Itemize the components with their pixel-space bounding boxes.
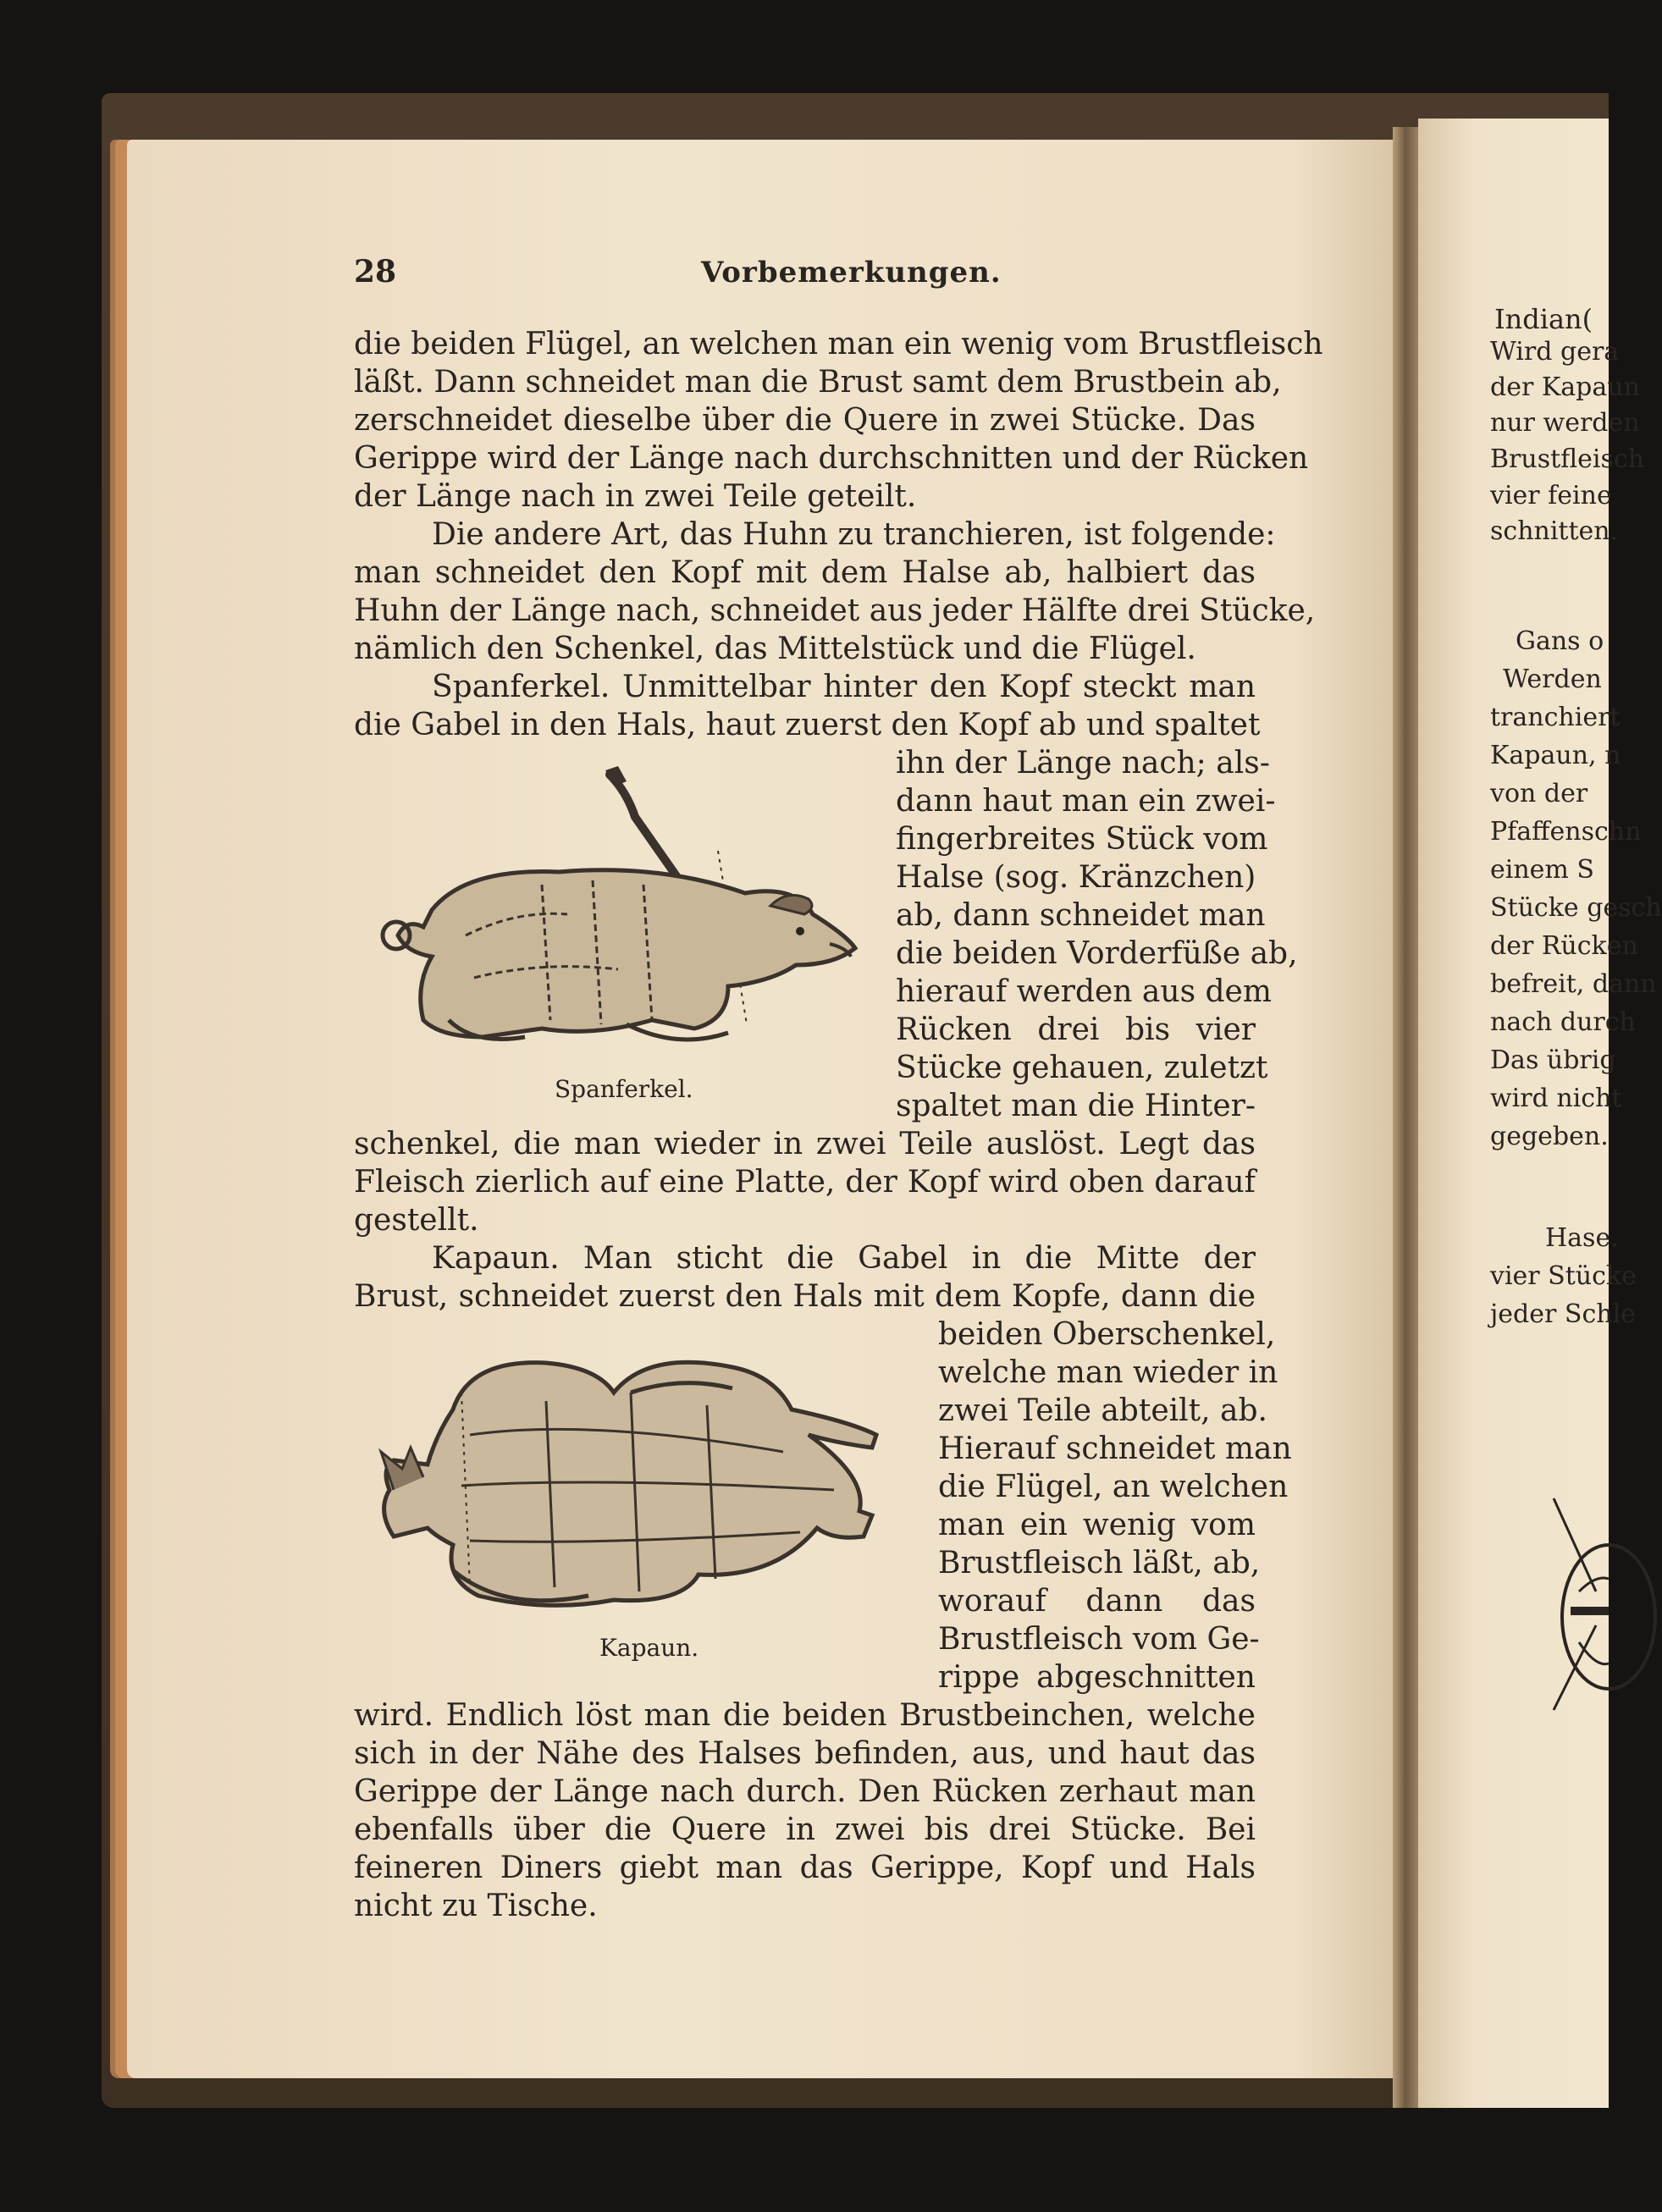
text-line: man ein wenig vom xyxy=(938,1508,1256,1542)
right-fragment: wird nicht xyxy=(1490,1084,1622,1113)
right-fragment: Pfaffenschn xyxy=(1490,817,1642,847)
text-line: ihn der Länge nach; als- xyxy=(896,746,1270,781)
text-line: spaltet man die Hinter- xyxy=(896,1089,1256,1123)
text-line: feineren Diners giebt man das Gerippe, Kopf und Hals xyxy=(354,1851,1256,1885)
right-fragment: Werden xyxy=(1503,665,1602,694)
figure-caption: Spanferkel. xyxy=(555,1075,693,1103)
text-line: Huhn der Länge nach, schneidet aus jeder Hälfte drei Stücke, xyxy=(354,593,1316,628)
text-line: Spanferkel. Unmittelbar hinter den Kopf steckt man xyxy=(432,670,1256,704)
text-line: dann haut man ein zwei- xyxy=(896,784,1276,819)
text-line: welche man wieder in xyxy=(938,1355,1278,1390)
text-line: Stücke gehauen, zuletzt xyxy=(896,1051,1268,1085)
text-line: Die andere Art, das Huhn zu tranchieren, ist folgende: xyxy=(432,517,1276,552)
figure-caption: Kapaun. xyxy=(599,1634,699,1662)
right-fragment: nur werden xyxy=(1490,408,1640,438)
right-fragment: Hase. xyxy=(1545,1223,1619,1253)
text-line: Hierauf schneidet man xyxy=(938,1431,1292,1466)
text-line: man schneidet den Kopf mit dem Halse ab, halbiert das xyxy=(354,555,1256,590)
text-line: schenkel, die man wieder in zwei Teile auslöst. Legt das xyxy=(354,1127,1256,1161)
right-fragment: von der xyxy=(1490,779,1588,808)
right-fragment: Gans o xyxy=(1516,626,1604,656)
text-line: Brust, schneidet zuerst den Hals mit dem Kopfe, dann die xyxy=(354,1279,1256,1314)
right-fragment: Das übrig xyxy=(1490,1045,1616,1075)
text-line: Brustfleisch vom Ge- xyxy=(938,1622,1260,1657)
text-line: die Flügel, an welchen xyxy=(938,1470,1289,1504)
text-line: Gerippe wird der Länge nach durchschnitten und der Rücken xyxy=(354,441,1309,476)
text-line: nicht zu Tische. xyxy=(354,1889,598,1923)
right-fragment: vier Stücke xyxy=(1490,1261,1637,1291)
text-line: Brustfleisch läßt, ab, xyxy=(938,1546,1261,1580)
right-fragment: Brustfleisch xyxy=(1490,444,1645,474)
right-fragment: Stücke gesch xyxy=(1490,893,1662,923)
right-fragment: der Rücken xyxy=(1490,931,1638,961)
text-line: die Gabel in den Hals, haut zuerst den Kopf ab und spaltet xyxy=(354,708,1261,742)
right-fragment: Indian( xyxy=(1494,303,1593,335)
bird-head-icon xyxy=(1545,1498,1609,1718)
text-line: Gerippe der Länge nach durch. Den Rücken zerhaut man xyxy=(354,1774,1256,1809)
text-line: beiden Oberschenkel, xyxy=(938,1317,1276,1352)
text-line: sich in der Nähe des Halses befinden, aus, und haut das xyxy=(354,1736,1256,1771)
right-page xyxy=(1418,119,1662,2108)
right-fragment: tranchiert xyxy=(1490,703,1621,732)
text-line: nämlich den Schenkel, das Mittelstück und die Flügel. xyxy=(354,632,1196,666)
right-fragment: jeder Schle xyxy=(1490,1299,1636,1329)
page-number: 28 xyxy=(354,254,397,290)
text-line: gestellt. xyxy=(354,1203,479,1238)
text-line: die beiden Vorderfüße ab, xyxy=(896,936,1298,971)
text-line: hierauf werden aus dem xyxy=(896,974,1272,1009)
text-line: Kapaun. Man sticht die Gabel in die Mitte der xyxy=(432,1241,1256,1276)
text-line: Fleisch zierlich auf eine Platte, der Kopf wird oben darauf xyxy=(354,1165,1256,1200)
text-line: der Länge nach in zwei Teile geteilt. xyxy=(354,479,917,514)
running-head: Vorbemerkungen. xyxy=(701,256,1002,290)
text-line: Halse (sog. Kränzchen) xyxy=(896,860,1256,895)
text-line: ab, dann schneidet man xyxy=(896,898,1266,933)
text-line: zwei Teile abteilt, ab. xyxy=(938,1393,1267,1428)
right-fragment: Wird gera xyxy=(1490,337,1620,367)
text-line: ebenfalls über die Quere in zwei bis drei Stücke. Bei xyxy=(354,1812,1256,1847)
text-line: Rücken drei bis vier xyxy=(896,1012,1256,1047)
right-fragment: nach durch xyxy=(1490,1007,1636,1037)
right-fragment: einem S xyxy=(1490,855,1594,885)
text-line: die beiden Flügel, an welchen man ein wenig vom Brustfleisch xyxy=(354,327,1323,361)
text-line: läßt. Dann schneidet man die Brust samt dem Brustbein ab, xyxy=(354,365,1282,400)
text-line: zerschneidet dieselbe über die Quere in zwei Stücke. Das xyxy=(354,403,1256,438)
right-fragment: vier feine xyxy=(1490,481,1612,510)
text-line: worauf dann das xyxy=(938,1584,1256,1619)
right-fragment: gegeben. xyxy=(1490,1122,1609,1151)
right-fragment: Kapaun, n xyxy=(1490,741,1621,770)
right-fragment: der Kapaun xyxy=(1490,372,1640,402)
text-line: wird. Endlich löst man die beiden Brustbeinchen, welche xyxy=(354,1698,1256,1733)
right-fragment: schnitten. xyxy=(1490,516,1619,546)
text-line: rippe abgeschnitten xyxy=(938,1660,1256,1695)
right-fragment: befreit, dann xyxy=(1490,969,1657,999)
text-line: fingerbreites Stück vom xyxy=(896,822,1268,857)
book-gutter xyxy=(1393,127,1418,2108)
roast-capon-icon xyxy=(377,1342,885,1621)
roast-suckling-pig-icon xyxy=(373,766,864,1058)
